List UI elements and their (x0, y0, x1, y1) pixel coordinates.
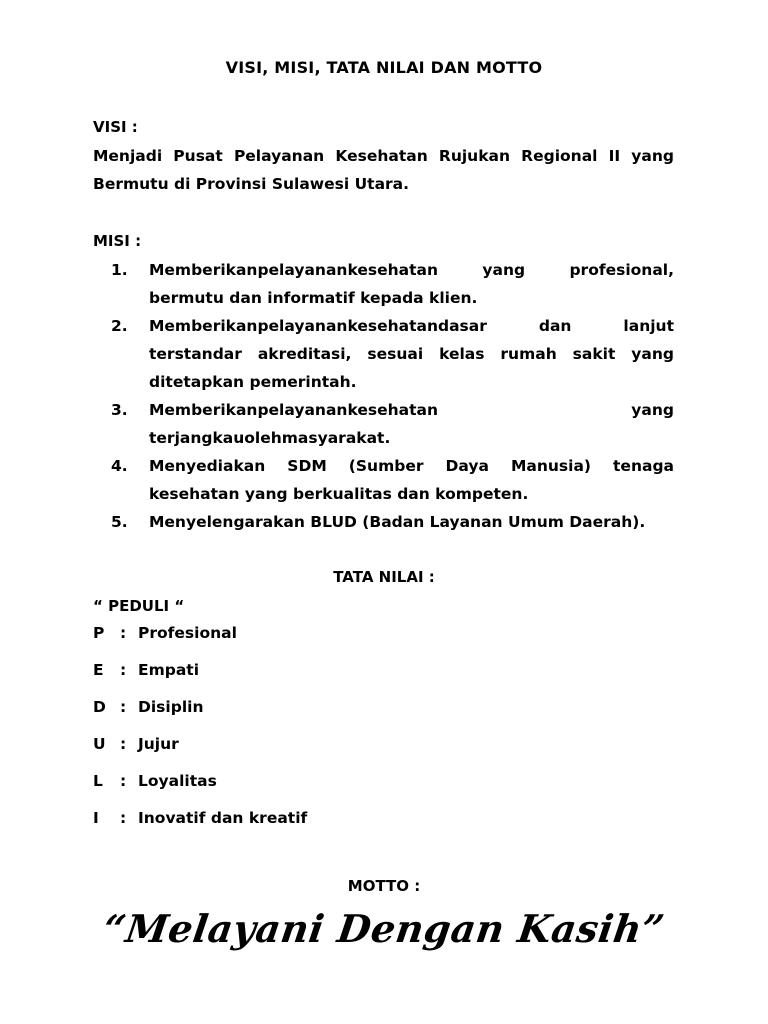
misi-item (93, 396, 674, 452)
misi-item-number: 2. (111, 317, 128, 335)
misi-item (93, 452, 674, 508)
visi-statement (93, 142, 674, 198)
misi-item-number: 1. (111, 261, 128, 279)
tata-nilai-letter: D (93, 698, 106, 716)
misi-item-number: 3. (111, 401, 128, 419)
visi-label: VISI : (93, 118, 138, 136)
misi-item-line: terjangkauolehmasyarakat. (149, 429, 391, 447)
tata-nilai-letter: U (93, 735, 106, 753)
tata-nilai-word: Profesional (138, 624, 237, 642)
tata-nilai-heading: TATA NILAI : (333, 568, 435, 586)
visi-line: Bermutu di Provinsi Sulawesi Utara. (93, 175, 410, 193)
tata-nilai-word: Inovatif dan kreatif (138, 809, 308, 827)
misi-list (93, 256, 674, 536)
misi-item-line: bermutu dan informatif kepada klien. (149, 289, 478, 307)
misi-item-number: 5. (111, 513, 128, 531)
tata-nilai-word: Empati (138, 661, 200, 679)
misi-label: MISI : (93, 232, 142, 250)
visi-line: Menjadi Pusat Pelayanan Kesehatan Rujukan Regional II yang (93, 147, 674, 165)
tata-nilai-colon: : (120, 698, 127, 716)
tata-nilai-acronym: “ PEDULI “ (93, 597, 185, 615)
tata-nilai-letter: L (93, 772, 103, 790)
misi-item (93, 312, 674, 396)
document-title: VISI, MISI, TATA NILAI DAN MOTTO (225, 58, 543, 77)
misi-item-line: Memberikanpelayanankesehatan yang (149, 401, 674, 419)
tata-nilai-word: Loyalitas (138, 772, 217, 790)
misi-item-number: 4. (111, 457, 128, 475)
tata-nilai-letter: P (93, 624, 105, 642)
misi-item-line: Menyelengarakan BLUD (Badan Layanan Umum Daerah). (149, 513, 646, 531)
tata-nilai-word: Disiplin (138, 698, 204, 716)
tata-nilai-letter: E (93, 661, 104, 679)
misi-item-line: kesehatan yang berkualitas dan kompeten. (149, 485, 529, 503)
tata-nilai-word: Jujur (138, 735, 179, 753)
misi-item-line: ditetapkan pemerintah. (149, 373, 357, 391)
motto-heading: MOTTO : (347, 877, 421, 895)
tata-nilai-colon: : (120, 809, 127, 827)
tata-nilai-colon: : (120, 661, 127, 679)
motto-text: “Melayani Dengan Kasih” (100, 906, 668, 951)
misi-item (93, 508, 674, 536)
misi-item-line: Memberikanpelayanankesehatandasar dan lanjut (149, 317, 674, 335)
tata-nilai-colon: : (120, 772, 127, 790)
misi-item-line: Menyediakan SDM (Sumber Daya Manusia) tenaga (149, 457, 674, 475)
misi-item-line: terstandar akreditasi, sesuai kelas rumah sakit yang (149, 345, 674, 363)
tata-nilai-letter: I (93, 809, 99, 827)
misi-item-line: Memberikanpelayanankesehatan yang profesional, (149, 261, 674, 279)
tata-nilai-colon: : (120, 735, 127, 753)
misi-item (93, 256, 674, 312)
tata-nilai-colon: : (120, 624, 127, 642)
